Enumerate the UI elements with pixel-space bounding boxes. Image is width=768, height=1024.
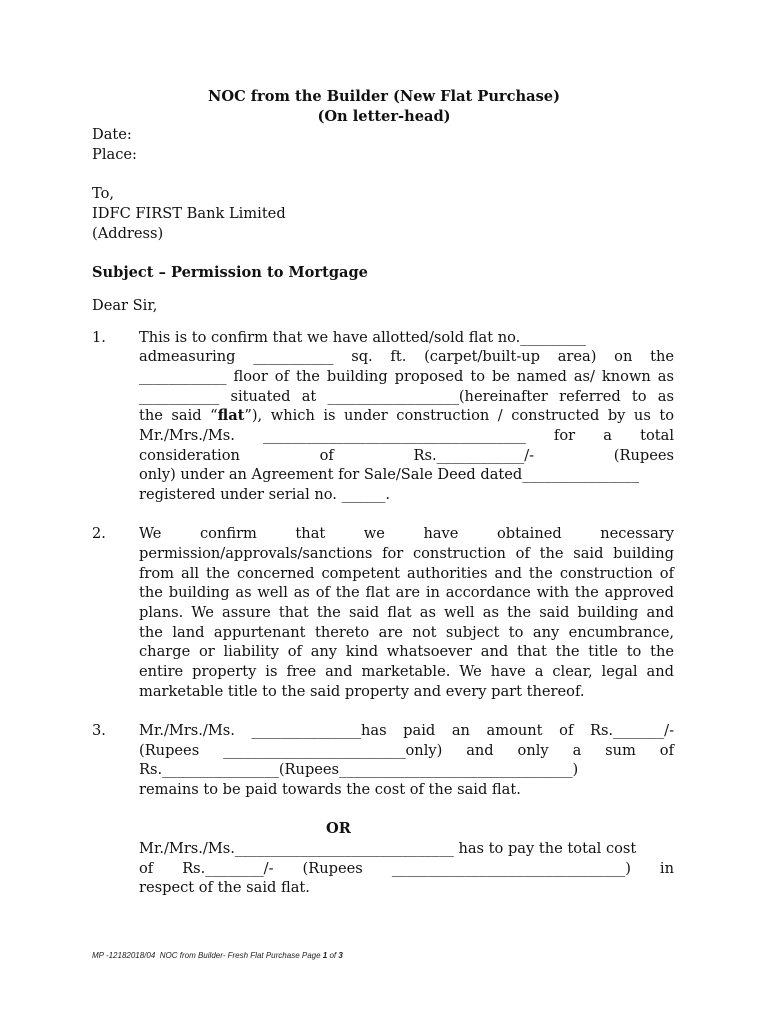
para2-line: from all the concerned competent authorities and the construction of bbox=[139, 565, 674, 582]
to-label: To, bbox=[92, 185, 115, 202]
para3-line: Mr./Mrs./Ms. _______________has paid an amount of Rs._______/- bbox=[139, 722, 674, 739]
para2-line: plans. We assure that the said flat as well as the said building and bbox=[139, 604, 674, 621]
para2-line: We confirm that we have obtained necessary bbox=[139, 525, 674, 542]
salutation: Dear Sir, bbox=[92, 297, 158, 314]
para2-line: the land appurtenant thereto are not subject to any encumbrance, bbox=[139, 624, 674, 641]
para3-line: remains to be paid towards the cost of the said flat. bbox=[139, 781, 521, 798]
para1-line: ___________ situated at __________________(hereinafter referred to as bbox=[139, 388, 674, 405]
para2-line: entire property is free and marketable. We have a clear, legal and bbox=[139, 663, 674, 680]
para1-line: consideration of Rs.____________/- (Rupees bbox=[139, 447, 674, 464]
para2-line: the building as well as of the flat are in accordance with the approved bbox=[139, 584, 674, 601]
footer-total-pages: 3 bbox=[338, 951, 343, 960]
para2-number: 2. bbox=[92, 525, 106, 542]
para1-line: admeasuring ___________ sq. ft. (carpet/built-up area) on the bbox=[139, 348, 674, 365]
para1-number: 1. bbox=[92, 329, 106, 346]
footer-page-number: 1 bbox=[322, 951, 328, 960]
para1-line: only) under an Agreement for Sale/Sale Deed dated________________ bbox=[139, 466, 640, 483]
footer-of: of bbox=[327, 951, 339, 960]
para3-line: (Rupees _________________________only) and only a sum of bbox=[139, 742, 674, 759]
para1-line: registered under serial no. ______. bbox=[139, 486, 391, 503]
para3b-line: Mr./Mrs./Ms.______________________________ has to pay the total cost bbox=[139, 840, 637, 857]
defined-term-flat: flat bbox=[217, 407, 245, 424]
page-footer bbox=[92, 951, 343, 960]
para3-number: 3. bbox=[92, 722, 106, 739]
para1-line: the said “flat”), which is under construction / constructed by us to bbox=[139, 407, 674, 424]
addressee: IDFC FIRST Bank Limited bbox=[92, 205, 286, 222]
date-label: Date: bbox=[92, 126, 132, 143]
para1-line: This is to confirm that we have allotted/sold flat no._________ bbox=[139, 329, 586, 346]
para3-line: Rs.________________(Rupees________________________________) bbox=[139, 761, 579, 778]
para2-line: marketable title to the said property and every part thereof. bbox=[139, 683, 585, 700]
para1-line: Mr./Mrs./Ms. ____________________________________ for a total bbox=[139, 427, 674, 444]
para1-line: ____________ floor of the building proposed to be named as/ known as bbox=[139, 368, 674, 385]
document-subtitle: (On letter-head) bbox=[317, 108, 451, 125]
para2-line: charge or liability of any kind whatsoever and that the title to the bbox=[139, 643, 674, 660]
footer-text: MP -12182018/04 NOC from Builder- Fresh Flat Purchase Page bbox=[92, 951, 323, 960]
or-label: OR bbox=[326, 820, 351, 837]
para3b-line: of Rs.________/- (Rupees ________________________________) in bbox=[139, 860, 674, 877]
document-title: NOC from the Builder (New Flat Purchase) bbox=[208, 88, 560, 105]
place-label: Place: bbox=[92, 146, 137, 163]
para3b-line: respect of the said flat. bbox=[139, 879, 310, 896]
para2-line: permission/approvals/sanctions for construction of the said building bbox=[139, 545, 674, 562]
address-label: (Address) bbox=[92, 225, 164, 242]
subject-line: Subject – Permission to Mortgage bbox=[92, 264, 368, 281]
